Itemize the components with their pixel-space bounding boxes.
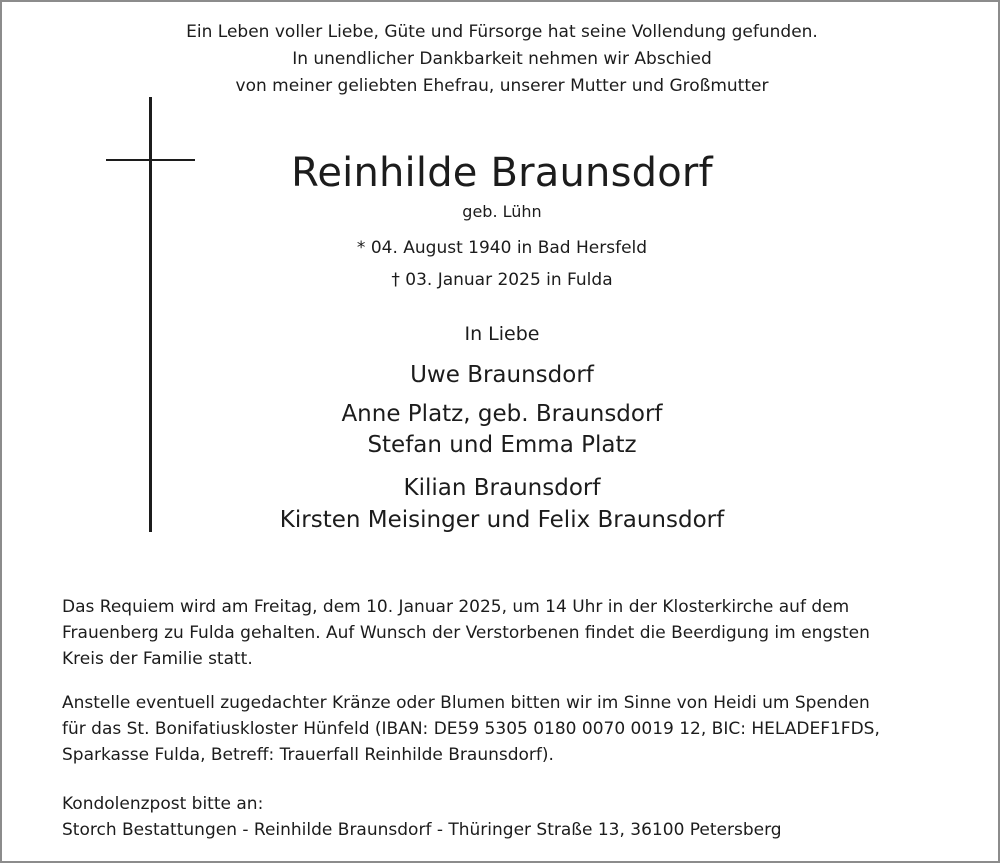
mourner-name: Stefan und Emma Platz: [367, 432, 637, 458]
intro-line-3: von meiner geliebten Ehefrau, unserer Mutter und Großmutter: [235, 76, 769, 96]
mourner-name: Kilian Braunsdorf: [403, 475, 601, 501]
intro-line-1: Ein Leben voller Liebe, Güte und Fürsorge hat seine Vollendung gefunden.: [186, 22, 818, 42]
mourner-name: Anne Platz, geb. Braunsdorf: [341, 401, 663, 427]
condolence-line: Kondolenzpost bitte an:: [62, 794, 264, 814]
donation-line: Sparkasse Fulda, Betreff: Trauerfall Reinhilde Braunsdorf).: [62, 745, 554, 765]
deceased-name: Reinhilde Braunsdorf: [291, 150, 713, 196]
donation-line: für das St. Bonifatiuskloster Hünfeld (IBAN: DE59 5305 0180 0070 0019 12, BIC: HELADEF1FDS,: [62, 719, 880, 739]
condolence-address: Storch Bestattungen - Reinhilde Braunsdorf - Thüringer Straße 13, 36100 Petersberg: [62, 820, 782, 840]
requiem-line: Das Requiem wird am Freitag, dem 10. Januar 2025, um 14 Uhr in der Klosterkirche auf dem: [62, 597, 850, 617]
birth-date: * 04. August 1940 in Bad Hersfeld: [356, 238, 648, 258]
mourner-name: Kirsten Meisinger und Felix Braunsdorf: [279, 507, 725, 533]
death-date: † 03. Januar 2025 in Fulda: [391, 270, 613, 290]
requiem-paragraph: [62, 594, 962, 672]
donation-line: Anstelle eventuell zugedachter Kränze oder Blumen bitten wir im Sinne von Heidi um Spenden: [62, 693, 870, 713]
mourner-name: Uwe Braunsdorf: [410, 362, 594, 388]
requiem-line: Kreis der Familie statt.: [62, 649, 253, 669]
mourners-heading: In Liebe: [464, 323, 540, 345]
birth-name: geb. Lühn: [462, 202, 542, 221]
requiem-line: Frauenberg zu Fulda gehalten. Auf Wunsch der Verstorbenen findet die Beerdigung im engsten: [62, 623, 870, 643]
condolence-paragraph: [62, 791, 962, 843]
intro-line-2: In unendlicher Dankbarkeit nehmen wir Abschied: [292, 49, 712, 69]
donation-paragraph: [62, 690, 962, 768]
